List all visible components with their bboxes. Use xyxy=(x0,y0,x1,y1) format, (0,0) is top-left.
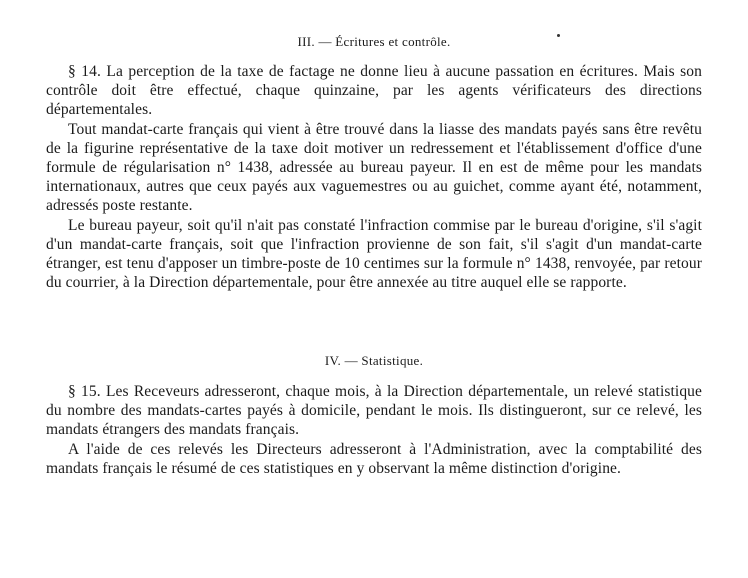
paragraph-section-15: § 15. Les Receveurs adresseront, chaque mois, à la Direction départementale, un relevé statistique du nombre des mandats-cartes payés à domicile, pendant le mois. Ils distingueront, sur ce relevé, les mandats étrangers des mandats français. xyxy=(46,383,702,438)
paragraph-mandat-carte-francais: Tout mandat-carte français qui vient à être trouvé dans la liasse des mandats payés sans être revêtu de la figurine représentative de la taxe doit motiver un redressement et l'établissement d'office d'une formule de régularisation n° 1438, adressée au bureau payeur. Il en est de même pour les mandats internationaux, autres que ceux payés aux vaguemestres ou au guichet, comme ayant été, notamment, adressés poste restante. xyxy=(46,121,702,214)
section-heading-statistique: IV. — Statistique. xyxy=(324,353,424,368)
section-body-ecritures-controle xyxy=(46,62,702,292)
section-heading-ecritures-controle: III. — Écritures et contrôle. xyxy=(297,34,451,49)
paragraph-bureau-payeur: Le bureau payeur, soit qu'il n'ait pas constaté l'infraction commise par le bureau d'origine, s'il s'agit d'un mandat-carte français, soit que l'infraction provienne de son fait, s'il s'agit d'un mandat-carte étranger, est tenu d'apposer un timbre-poste de 10 centimes sur la formule n° 1438, renvoyée, par retour du courrier, à la Direction départementale, pour être annexée au titre auquel elle se rapporte. xyxy=(46,217,702,291)
paragraph-section-14: § 14. La perception de la taxe de factage ne donne lieu à aucune passation en écritures. Mais son contrôle doit être effectué, chaque quinzaine, par les agents vérificateurs des directions départementales. xyxy=(46,63,702,118)
stray-mark xyxy=(557,34,560,37)
section-body-statistique xyxy=(46,382,702,478)
paragraph-directeurs: A l'aide de ces relevés les Directeurs adresseront à l'Administration, avec la comptabilité des mandats français le résumé de ces statistiques en y observant la même distinction d'origine. xyxy=(46,441,702,477)
